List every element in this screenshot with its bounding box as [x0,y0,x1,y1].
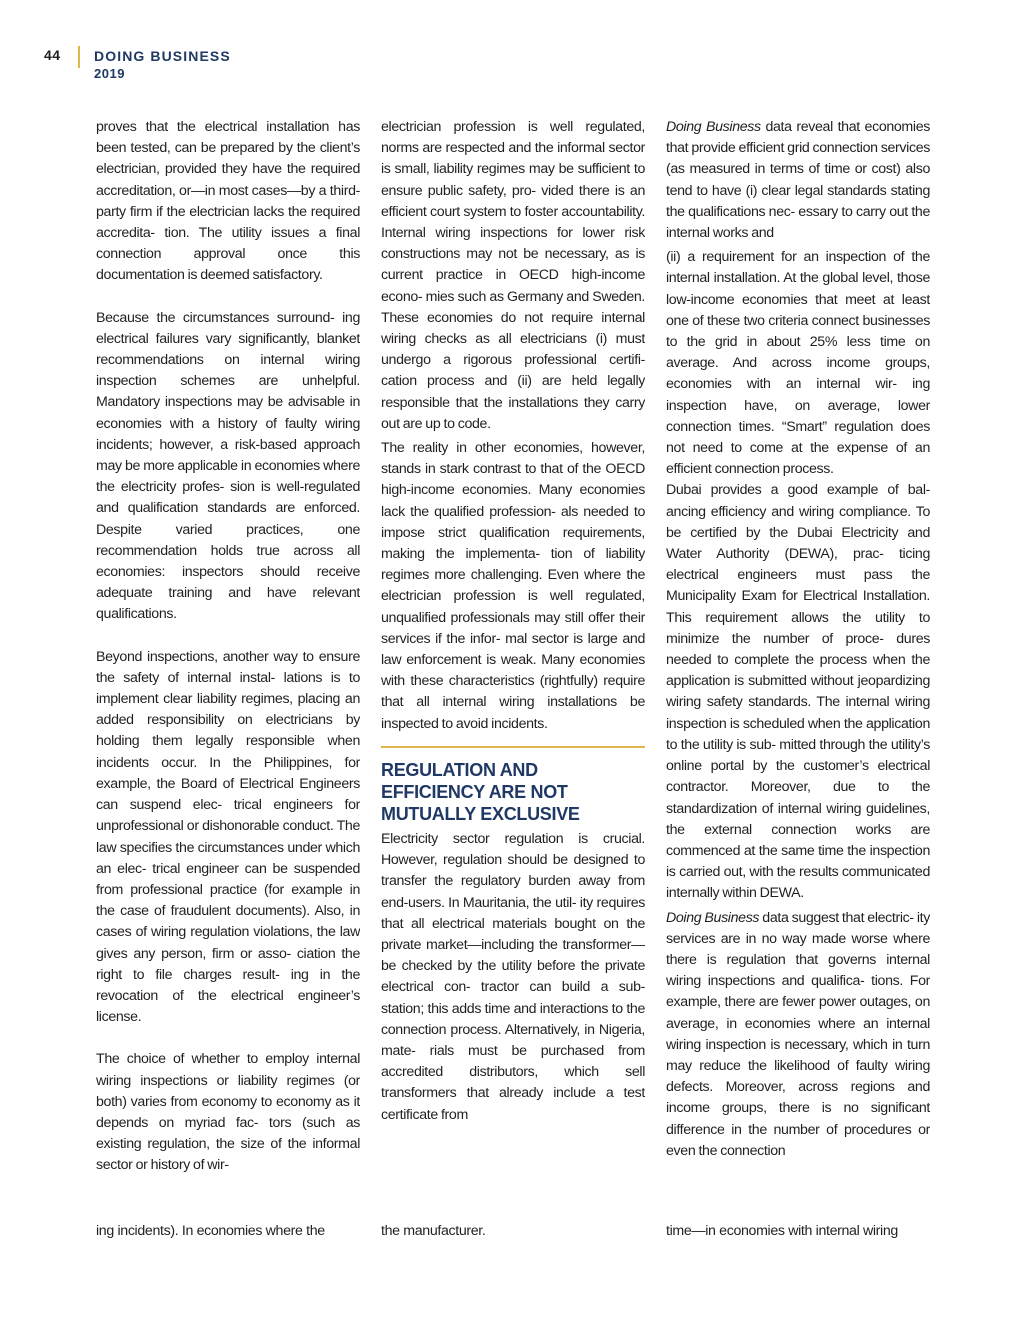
paragraph: The choice of whether to employ internal wiring inspections or liability regimes (or both) varies from economy to economy as it depends on myriad fac- tors (such as existing regulation, the size of the informal sector or history of wir- [96,1051,360,1174]
paragraph: electrician profession is well regulated, norms are respected and the informal sector is small, liability regimes may be sufficient to ensure public safety, pro- vided there is an efficient court system to foster accountability. Internal wiring inspections for lower risk constructions may not be necessary, as is current practice in OECD high-income econo- mies such as Germany and Sweden. These economies do not require internal wiring checks as all electricians (i) must undergo a rigorous professional certifi- cation process and (ii) are held legally responsible that the installations they carry out are up to code. [381,119,645,432]
text-column-3 [666,117,930,1267]
page-number: 44 [44,47,61,63]
paragraph [666,117,930,244]
paragraph: Electricity sector regulation is crucial. However, regulation should be designed to transfer the regulatory burden away from end-users. In Mauritania, the util- ity requires that all electrical materials bought on the private market—including the transformer—be checked by the utility before the private electrical con- tractor can build a sub- station; this adds time and interactions to the connection process. Alternatively, in Nigeria, mate- rials must be purchased from accredited distributors, which sell transformers that already include a test certificate from [381,830,645,1123]
paragraph: Because the circumstances surround- ing electrical failures vary significantly, blanket recommendations on internal wiring inspection schemes are unhelpful. Mandatory inspections may be advisable in economies with a history of faulty wiring incidents; however, a risk-based approach may be more applicable in economies where the electricity profes- sion is well-regulated and qualification standards are enforced. Despite varied practices, one recommendation holds true across all economies: inspectors should receive adequate training and have relevant qualifications. [96,309,360,623]
source-name: Doing Business [666,909,760,926]
paragraph: (ii) a requirement for an inspection of the internal installation. At the global level, those low-income economies that meet at least one of these two criteria connect businesses to the grid in about 25% less time on average. And across income groups, economies with an internal wir- ing inspection have, on average, lower connection times. “Smart” regulation does not need to come at the expense of an efficient connection process. [666,249,930,478]
paragraph [666,908,930,1162]
publication-title: DOING BUSINESS [94,48,231,64]
overflow-line: the manufacturer. [381,1223,486,1239]
section-divider [381,746,645,748]
paragraph: Dubai provides a good example of bal- ancing efficiency and wiring compliance. To be certified by the Dubai Electricity and Water Authority (DEWA), prac- ticing electrical engineers must pass the Municipality Exam for Electrical Installation. This requirement allows the utility to minimize the number of proce- dures needed to complete the process when the application is submitted without jeopardizing wiring safety standards. The internal wiring inspection is scheduled when the application to the utility is sub- mitted through the utility’s online portal by the customer’s electrical contractor. Moreover, due to the standardization of internal wiring guidelines, the external connection works are commenced at the same time the inspection is carried out, with the results communicated internally within DEWA. [666,482,930,902]
paragraph: proves that the electrical installation has been tested, can be prepared by the client’s electrician, provided they have the required accreditation, or—in most cases—by a third-party firm if the electrician lacks the required accredita- tion. The utility issues a final connection approval once this documentation is deemed satisfactory. [96,119,360,284]
overflow-line: time—in economies with internal wiring [666,1223,898,1239]
paragraph-text: data suggest that electric- ity services are in no way made worse where there is regulation that governs internal wiring inspections and qualifica- tions. For example, there are fewer power outages, on average, in economies where an internal wiring inspection is necessary, which in turn may reduce the likelihood of faulty wiring defects. Moreover, across regions and income groups, there is no significant difference in the number of procedures or even the connection [666,909,930,1159]
paragraph: Beyond inspections, another way to ensure the safety of internal instal- lations is to implement clear liability regimes, placing an added responsibility on electricians by holding them legally responsible when incidents occur. In the Philippines, for example, the Board of Electrical Engineers can suspend elec- trical engineers for unprofessional or dishonorable conduct. The law specifies the circumstances under which an elec- trical engineer can be suspended from professional practice (for example in the case of fraudulent documents). Also, in cases of wiring regulation violations, the law gives any person, firm or asso- ciation the right to file charges result- ing in the revocation of the electrical engineer’s license. [96,648,360,1026]
paragraph-text: data reveal that economies that provide efficient grid connection services (as measured in terms of time or cost) also tend to have (i) clear legal standards stating the qualifications nec- essary to carry out the internal works and [666,119,930,242]
source-name: Doing Business [666,119,761,135]
section-heading: REGULATION AND EFFICIENCY ARE NOT MUTUALLY EXCLUSIVE [381,759,580,824]
header-divider [78,46,80,68]
text-column-1 [96,117,360,1267]
publication-year: 2019 [94,66,125,81]
text-column-2 [381,117,645,1267]
overflow-line: ing incidents). In economies where the [96,1223,325,1239]
paragraph: The reality in other economies, however, stands in stark contrast to that of the OECD high-income economies. Many economies lack the qualified profession- als needed to impose strict qualification requirements, making the implementa- tion of liability regimes more challenging. Even where the electrician profession is well regulated, unqualified professionals may still offer their services if the infor- mal sector is large and law enforcement is weak. Many economies with these characteristics (rightfully) require that all internal wiring installations be inspected to avoid incidents. [381,440,645,732]
